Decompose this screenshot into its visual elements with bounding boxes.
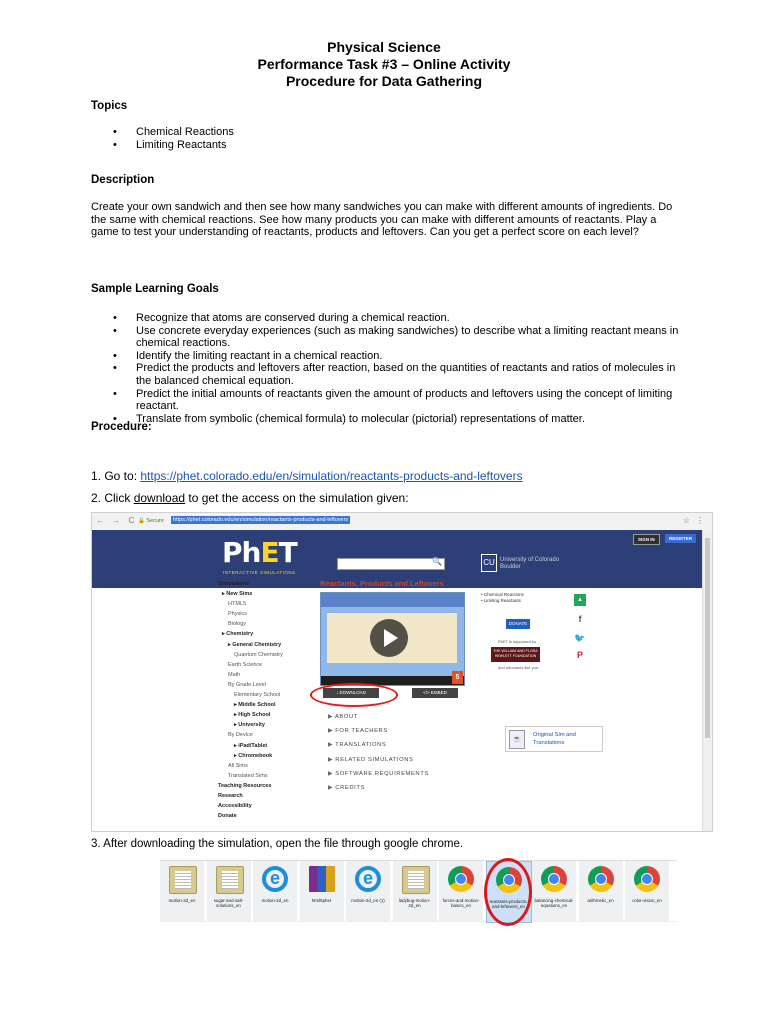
register-button[interactable]: REGISTER (665, 534, 696, 543)
sidebar-item[interactable]: ▸ General Chemistry (228, 641, 282, 648)
sidebar-item[interactable]: By Grade Level (228, 681, 266, 688)
sidebar-item[interactable]: ▸ Chromebook (234, 752, 273, 759)
info-section-link[interactable]: ▶ SOFTWARE REQUIREMENTS (328, 767, 429, 781)
file-item[interactable] (253, 861, 297, 921)
download-word: download (133, 491, 186, 505)
file-item[interactable] (160, 861, 204, 921)
notepad-icon (169, 866, 197, 894)
chrome-icon (588, 866, 614, 892)
file-item[interactable] (207, 861, 251, 921)
sign-in-button[interactable]: SIGN IN (633, 534, 660, 545)
sidebar-item[interactable]: All Sims (228, 762, 248, 769)
educators-text: and educators like you. (498, 665, 540, 670)
sidebar-item[interactable]: Quantum Chemistry (234, 651, 283, 658)
sidebar-item[interactable]: Earth Science (228, 661, 263, 668)
sim-preview-toolbar (321, 593, 464, 607)
phet-sim-link[interactable]: https://phet.colorado.edu/en/simulation/reactants-products-and-leftovers (140, 469, 523, 483)
file-name: arithmetic_en (587, 898, 614, 903)
download-button[interactable]: ↓ DOWNLOAD (323, 688, 379, 698)
notepad-icon (402, 866, 430, 894)
sidebar-nav (218, 579, 283, 821)
goals-heading: Sample Learning Goals (91, 283, 219, 295)
scrollbar-thumb[interactable] (705, 538, 710, 738)
phet-search-input[interactable] (337, 558, 445, 570)
goal-item: • Translate from symbolic (chemical formula) to molecular (pictorial) representations of matter. (91, 413, 681, 426)
java-icon: ☕ (509, 730, 525, 749)
doc-title-task: Performance Task #3 – Online Activity (257, 56, 511, 72)
sidebar-item[interactable]: Elementary School (234, 692, 281, 699)
phet-logo-subtitle: INTERACTIVE SIMULATIONS (223, 570, 296, 575)
procedure-step-2 (91, 492, 681, 505)
embed-button[interactable]: </> EMBED (412, 688, 458, 698)
sidebar-item[interactable]: Math (228, 671, 241, 678)
topic-item: • Limiting Reactants (91, 139, 681, 152)
donate-button[interactable]: DONATE (506, 619, 530, 629)
goal-item: • Identify the limiting reactant in a chemical reaction. (91, 350, 681, 363)
info-section-link[interactable]: ▶ RELATED SIMULATIONS (328, 753, 429, 767)
original-sim-link-box[interactable] (505, 726, 603, 752)
description-heading: Description (91, 174, 155, 186)
browser-menu-icon[interactable]: ⋮ (696, 516, 704, 525)
phet-page-screenshot (91, 512, 713, 832)
sim-topics (481, 592, 524, 604)
sidebar-item[interactable]: Physics (228, 611, 247, 618)
facebook-icon[interactable]: f (578, 614, 582, 624)
orig-line2: Translations (533, 740, 565, 746)
goals-list (91, 312, 681, 425)
step2-prefix: 2. Click (91, 491, 134, 505)
chrome-icon (541, 866, 567, 892)
internet-explorer-icon: e (262, 866, 288, 892)
file-name: motion-2d_en (1) (351, 898, 385, 903)
file-item[interactable] (532, 861, 576, 921)
pinterest-icon[interactable]: P (576, 650, 583, 660)
file-name: motion-2d_en (168, 898, 196, 903)
chrome-icon (448, 866, 474, 892)
bookmark-star-icon[interactable]: ☆ (682, 516, 690, 525)
sidebar-item[interactable]: ▸ Chemistry (222, 631, 254, 638)
procedure-step-1 (91, 470, 681, 483)
file-name: sugar-and-salt-solutions_en (213, 898, 244, 908)
description-text: Create your own sandwich and then see how many sandwiches you can make with different amounts of ingredients. Do the same with chemical reactions. See how many products you can make with different amounts of reactants. Play a game to test your understanding of reactants, products and leftovers. Can you get a perfect score on each level? (91, 201, 673, 239)
file-name: html5phet (311, 898, 332, 903)
play-icon[interactable] (370, 619, 408, 657)
secure-badge: 🔒 Secure (138, 518, 164, 524)
sidebar-item[interactable]: By Device (228, 732, 253, 739)
sidebar-item[interactable]: ▸ High School (234, 712, 271, 719)
file-name: ladybug-motion-2d_en (398, 898, 431, 908)
info-sections (328, 710, 429, 795)
sidebar-item[interactable]: ▸ University (234, 722, 265, 729)
download-highlight-circle (310, 683, 398, 707)
procedure-heading: Procedure: (91, 421, 152, 433)
search-icon[interactable]: 🔍 (432, 557, 442, 566)
sidebar-item[interactable]: ▸ New Sims (222, 591, 253, 598)
logo-e: E (260, 536, 279, 569)
chrome-icon (634, 866, 660, 892)
sim-topic-item: • Chemical Reactions (481, 592, 524, 598)
cu-line2: Boulder (500, 564, 521, 570)
topics-heading: Topics (91, 100, 128, 112)
original-sim-text[interactable] (533, 731, 576, 747)
sidebar-item[interactable]: ▸ iPad/Tablet (234, 742, 268, 749)
sidebar-item[interactable]: Teaching Resources (218, 782, 272, 789)
logo-t: T (278, 536, 297, 569)
sidebar-item[interactable]: Translated Sims (228, 772, 268, 779)
sidebar-item[interactable]: ▸ Middle School (234, 702, 276, 709)
file-item[interactable] (346, 861, 390, 921)
file-name: reactants-products-and-leftovers_en (489, 899, 528, 909)
step1-prefix: 1. Go to: (91, 469, 141, 483)
sidebar-item[interactable]: Biology (228, 621, 247, 628)
goal-item: • Predict the products and leftovers after reaction, based on the quantities of reactants and ratios of molecules in the balanced chemical equation. (91, 362, 681, 387)
sidebar-item[interactable]: Simulations (218, 581, 250, 587)
supported-by-text: PhET is supported by (498, 639, 537, 644)
cu-line1: University of Colorado (500, 557, 560, 563)
browser-nav-icons[interactable]: ← → C (96, 516, 138, 525)
orig-line1: Original Sim and (533, 732, 576, 738)
info-section-link[interactable]: ▶ CREDITS (328, 781, 429, 795)
logo-ph: Ph (222, 536, 261, 569)
file-item[interactable] (625, 861, 669, 921)
procedure-step-3: 3. After downloading the simulation, open the file through google chrome. (91, 838, 464, 850)
sim-title: Reactants, Products and Leftovers (320, 579, 444, 588)
info-section-link[interactable]: ▶ FOR TEACHERS (328, 724, 429, 738)
sim-topic-item: • Limiting Reactants (481, 598, 524, 604)
scrollbar[interactable] (702, 530, 712, 831)
twitter-icon[interactable]: 🐦 (574, 633, 586, 643)
sidebar-item[interactable]: Accessibility (218, 803, 252, 810)
sidebar-item[interactable]: Research (218, 792, 243, 799)
doc-title-procedure: Procedure for Data Gathering (285, 73, 483, 89)
file-name: color-vision_en (632, 898, 662, 903)
cu-logo-icon: CU (481, 554, 497, 572)
file-item[interactable] (300, 861, 344, 921)
hewlett-foundation-logo: THE WILLIAM AND FLORA HEWLETT FOUNDATION (491, 647, 540, 662)
file-item[interactable] (393, 861, 437, 921)
topics-list (91, 126, 681, 151)
file-explorer-screenshot (160, 860, 677, 922)
chrome-file-highlight-circle (484, 858, 532, 926)
google-classroom-icon[interactable]: ▲ (574, 594, 586, 606)
sidebar-item[interactable]: Donate (218, 813, 237, 820)
file-name: balancing-chemical-equations_en (534, 898, 574, 908)
archive-icon (309, 866, 335, 892)
browser-toolbar (92, 513, 712, 531)
goal-item: • Use concrete everyday experiences (such as making sandwiches) to describe what a limiting reactant means in chemical reactions. (91, 325, 681, 350)
html5-badge-icon: 5 (452, 671, 463, 684)
info-section-link[interactable]: ▶ ABOUT (328, 710, 429, 724)
goal-item: • Recognize that atoms are conserved during a chemical reaction. (91, 312, 681, 325)
notepad-icon (216, 866, 244, 894)
address-bar-url[interactable]: https://phet.colorado.edu/en/simulation/reactants-products-and-leftovers (173, 517, 349, 523)
topic-item: • Chemical Reactions (91, 126, 681, 139)
step2-suffix: to get the access on the simulation given: (185, 491, 409, 505)
goal-item: • Predict the initial amounts of reactants given the amount of products and leftovers using the concept of limiting reactant. (91, 388, 681, 413)
file-item[interactable] (439, 861, 483, 921)
sidebar-item[interactable]: HTML5 (228, 601, 247, 608)
file-name: motion-2d_en (261, 898, 289, 903)
info-section-link[interactable]: ▶ TRANSLATIONS (328, 738, 429, 752)
file-name: forces-and-motion-basics_en (442, 898, 480, 908)
file-item[interactable] (579, 861, 623, 921)
phet-logo[interactable] (222, 536, 297, 569)
cu-name (500, 557, 559, 571)
internet-explorer-icon: e (355, 866, 381, 892)
doc-title-subject: Physical Science (327, 39, 441, 55)
